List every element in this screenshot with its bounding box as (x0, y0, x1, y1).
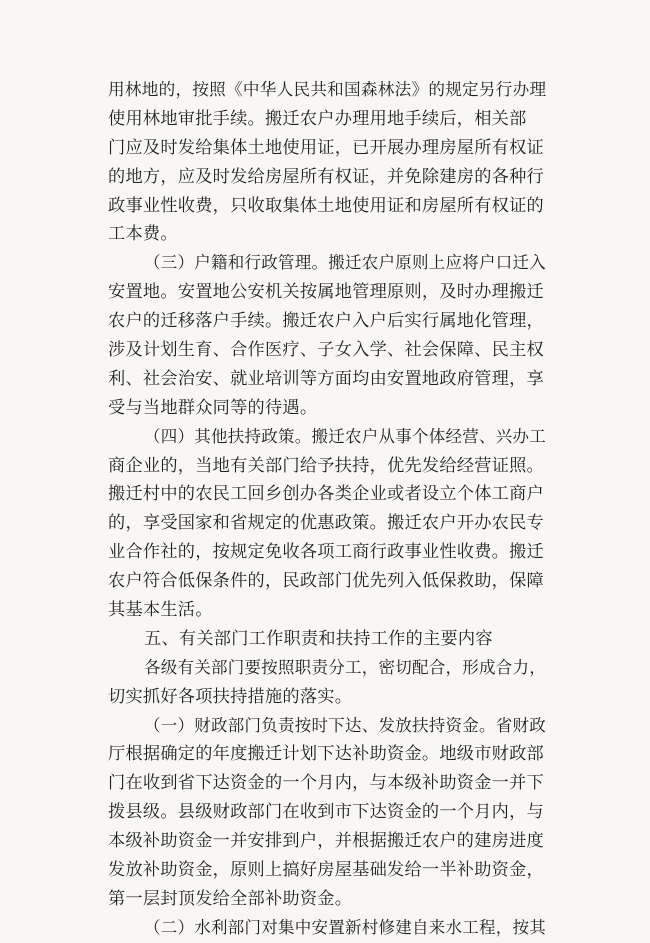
text-line: 本级补助资金一并安排到户，并根据搬迁农户的建房进度 (108, 831, 544, 852)
section-heading-line: （四）其他扶持政策。搬迁农户从事个体经营、兴办工 (144, 426, 546, 446)
text-line: 其基本生活。 (108, 600, 213, 621)
text-line: 拨县级。县级财政部门在收到市下达资金的一个月内，与 (108, 802, 544, 823)
section-heading-line: （一）财政部门负责按时下达、发放扶持资金。省财政 (144, 715, 546, 735)
chapter-heading-line: 五、有关部门工作职责和扶持工作的主要内容 (144, 628, 493, 649)
text-line: 政事业性收费，只收取集体土地使用证和房屋所有权证的 (108, 195, 544, 216)
text-line: 的地方，应及时发给房屋所有权证，并免除建房的各种行 (108, 166, 544, 187)
text-line: 门应及时发给集体土地使用证，已开展办理房屋所有权证 (108, 137, 544, 158)
text-line: 第一层封顶发给全部补助资金。 (108, 888, 353, 909)
text-line: 农户的迁移落户手续。搬迁农户入户后实行属地化管理， (108, 311, 544, 332)
text-line: 商企业的，当地有关部门给予扶持，优先发给经营证照。 (108, 455, 544, 476)
text-line: 的，享受国家和省规定的优惠政策。搬迁农户开办农民专 (108, 513, 544, 534)
text-line: 门在收到省下达资金的一个月内，与本级补助资金一并下 (108, 773, 544, 794)
text-line: 厅根据确定的年度搬迁计划下达补助资金。地级市财政部 (108, 744, 544, 765)
text-line: 使用林地审批手续。搬迁农户办理用地手续后，相关部 (108, 108, 527, 129)
text-line: 安置地。安置地公安机关按属地管理原则，及时办理搬迁 (108, 282, 544, 303)
text-line: 用林地的，按照《中华人民共和国森林法》的规定另行办理 (108, 80, 547, 99)
section-heading-line: （三）户籍和行政管理。搬迁农户原则上应将户口迁入 (144, 253, 546, 273)
text-line: 业合作社的，按规定免收各项工商行政事业性收费。搬迁 (108, 542, 544, 563)
text-line: 发放补助资金，原则上搞好房屋基础发给一半补助资金， (108, 860, 544, 881)
text-line: 涉及计划生育、合作医疗、子女入学、社会保障、民主权 (108, 340, 544, 361)
text-line: 搬迁村中的农民工回乡创办各类企业或者设立个体工商户 (108, 484, 544, 505)
document-body (108, 76, 546, 943)
text-line: 受与当地群众同等的待遇。 (108, 397, 318, 418)
text-line: 利、社会治安、就业培训等方面均由安置地政府管理，享 (108, 368, 544, 389)
text-line: 切实抓好各项扶持措施的落实。 (108, 686, 353, 707)
text-line: 工本费。 (108, 224, 178, 245)
text-line: 各级有关部门要按照职责分工，密切配合，形成合力， (144, 657, 546, 677)
text-line: 农户符合低保条件的，民政部门优先列入低保救助，保障 (108, 571, 544, 592)
section-heading-line: （二）水利部门对集中安置新村修建自来水工程，按其 (144, 917, 546, 937)
